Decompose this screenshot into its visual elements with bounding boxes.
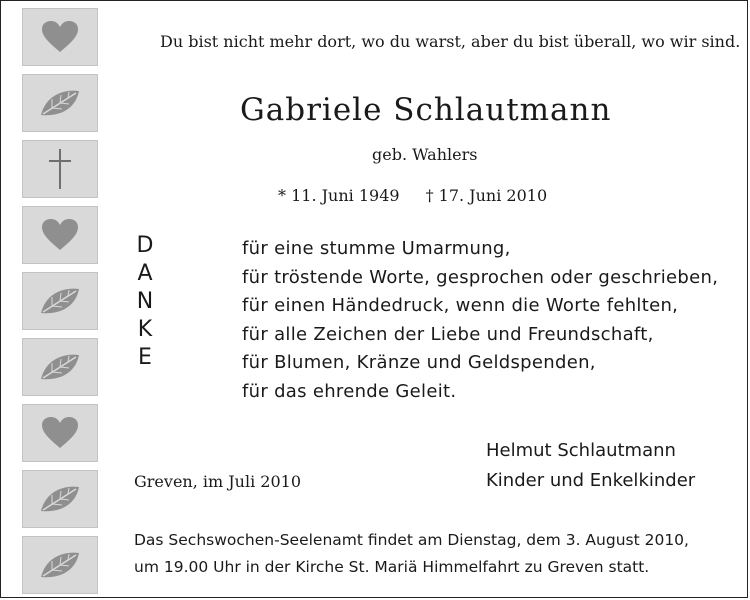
heart-icon bbox=[22, 404, 98, 462]
thanks-line: für eine stumme Umarmung, bbox=[242, 238, 511, 259]
heart-icon bbox=[22, 8, 98, 66]
danke-letter: A bbox=[137, 261, 153, 286]
thanks-line: für alle Zeichen der Liebe und Freundschaft, bbox=[242, 323, 654, 345]
cross-icon bbox=[22, 140, 98, 198]
deceased-name: Gabriele Schlautmann bbox=[240, 92, 612, 128]
signatory: Kinder und Enkelkinder bbox=[486, 470, 696, 491]
place-date: Greven, im Juli 2010 bbox=[134, 472, 302, 491]
danke-letter: K bbox=[137, 317, 153, 342]
leaf-icon bbox=[22, 74, 98, 132]
danke-letter: E bbox=[138, 345, 152, 370]
heart-icon bbox=[22, 206, 98, 264]
signatories bbox=[486, 436, 695, 496]
birth-date: * 11. Juni 1949 bbox=[278, 186, 400, 205]
thanks-line: für tröstende Worte, gesprochen oder geschrieben, bbox=[242, 266, 719, 288]
thanks-line: für Blumen, Kränze und Geldspenden, bbox=[242, 352, 596, 373]
thanks-line: für einen Händedruck, wenn die Worte fehlten, bbox=[242, 295, 679, 316]
maiden-name: geb. Wahlers bbox=[372, 145, 478, 164]
notice-line: um 19.00 Uhr in der Kirche St. Mariä Himmelfahrt zu Greven statt. bbox=[134, 558, 650, 576]
leaf-icon bbox=[22, 338, 98, 396]
thanks-line: für das ehrende Geleit. bbox=[242, 380, 457, 402]
leaf-icon bbox=[22, 536, 98, 594]
memorial-service-notice bbox=[134, 527, 689, 581]
signatory: Helmut Schlautmann bbox=[486, 440, 676, 461]
thanks-list bbox=[242, 235, 718, 406]
death-date: † 17. Juni 2010 bbox=[425, 186, 548, 205]
danke-letter: N bbox=[136, 289, 154, 314]
danke-vertical-word bbox=[130, 232, 160, 372]
leaf-icon bbox=[22, 272, 98, 330]
notice-line: Das Sechswochen-Seelenamt findet am Dienstag, dem 3. August 2010, bbox=[134, 531, 689, 549]
danke-letter: D bbox=[136, 233, 154, 258]
life-dates bbox=[278, 186, 547, 205]
leaf-icon bbox=[22, 470, 98, 528]
motto-quote: Du bist nicht mehr dort, wo du warst, aber du bist überall, wo wir sind. bbox=[160, 32, 741, 51]
